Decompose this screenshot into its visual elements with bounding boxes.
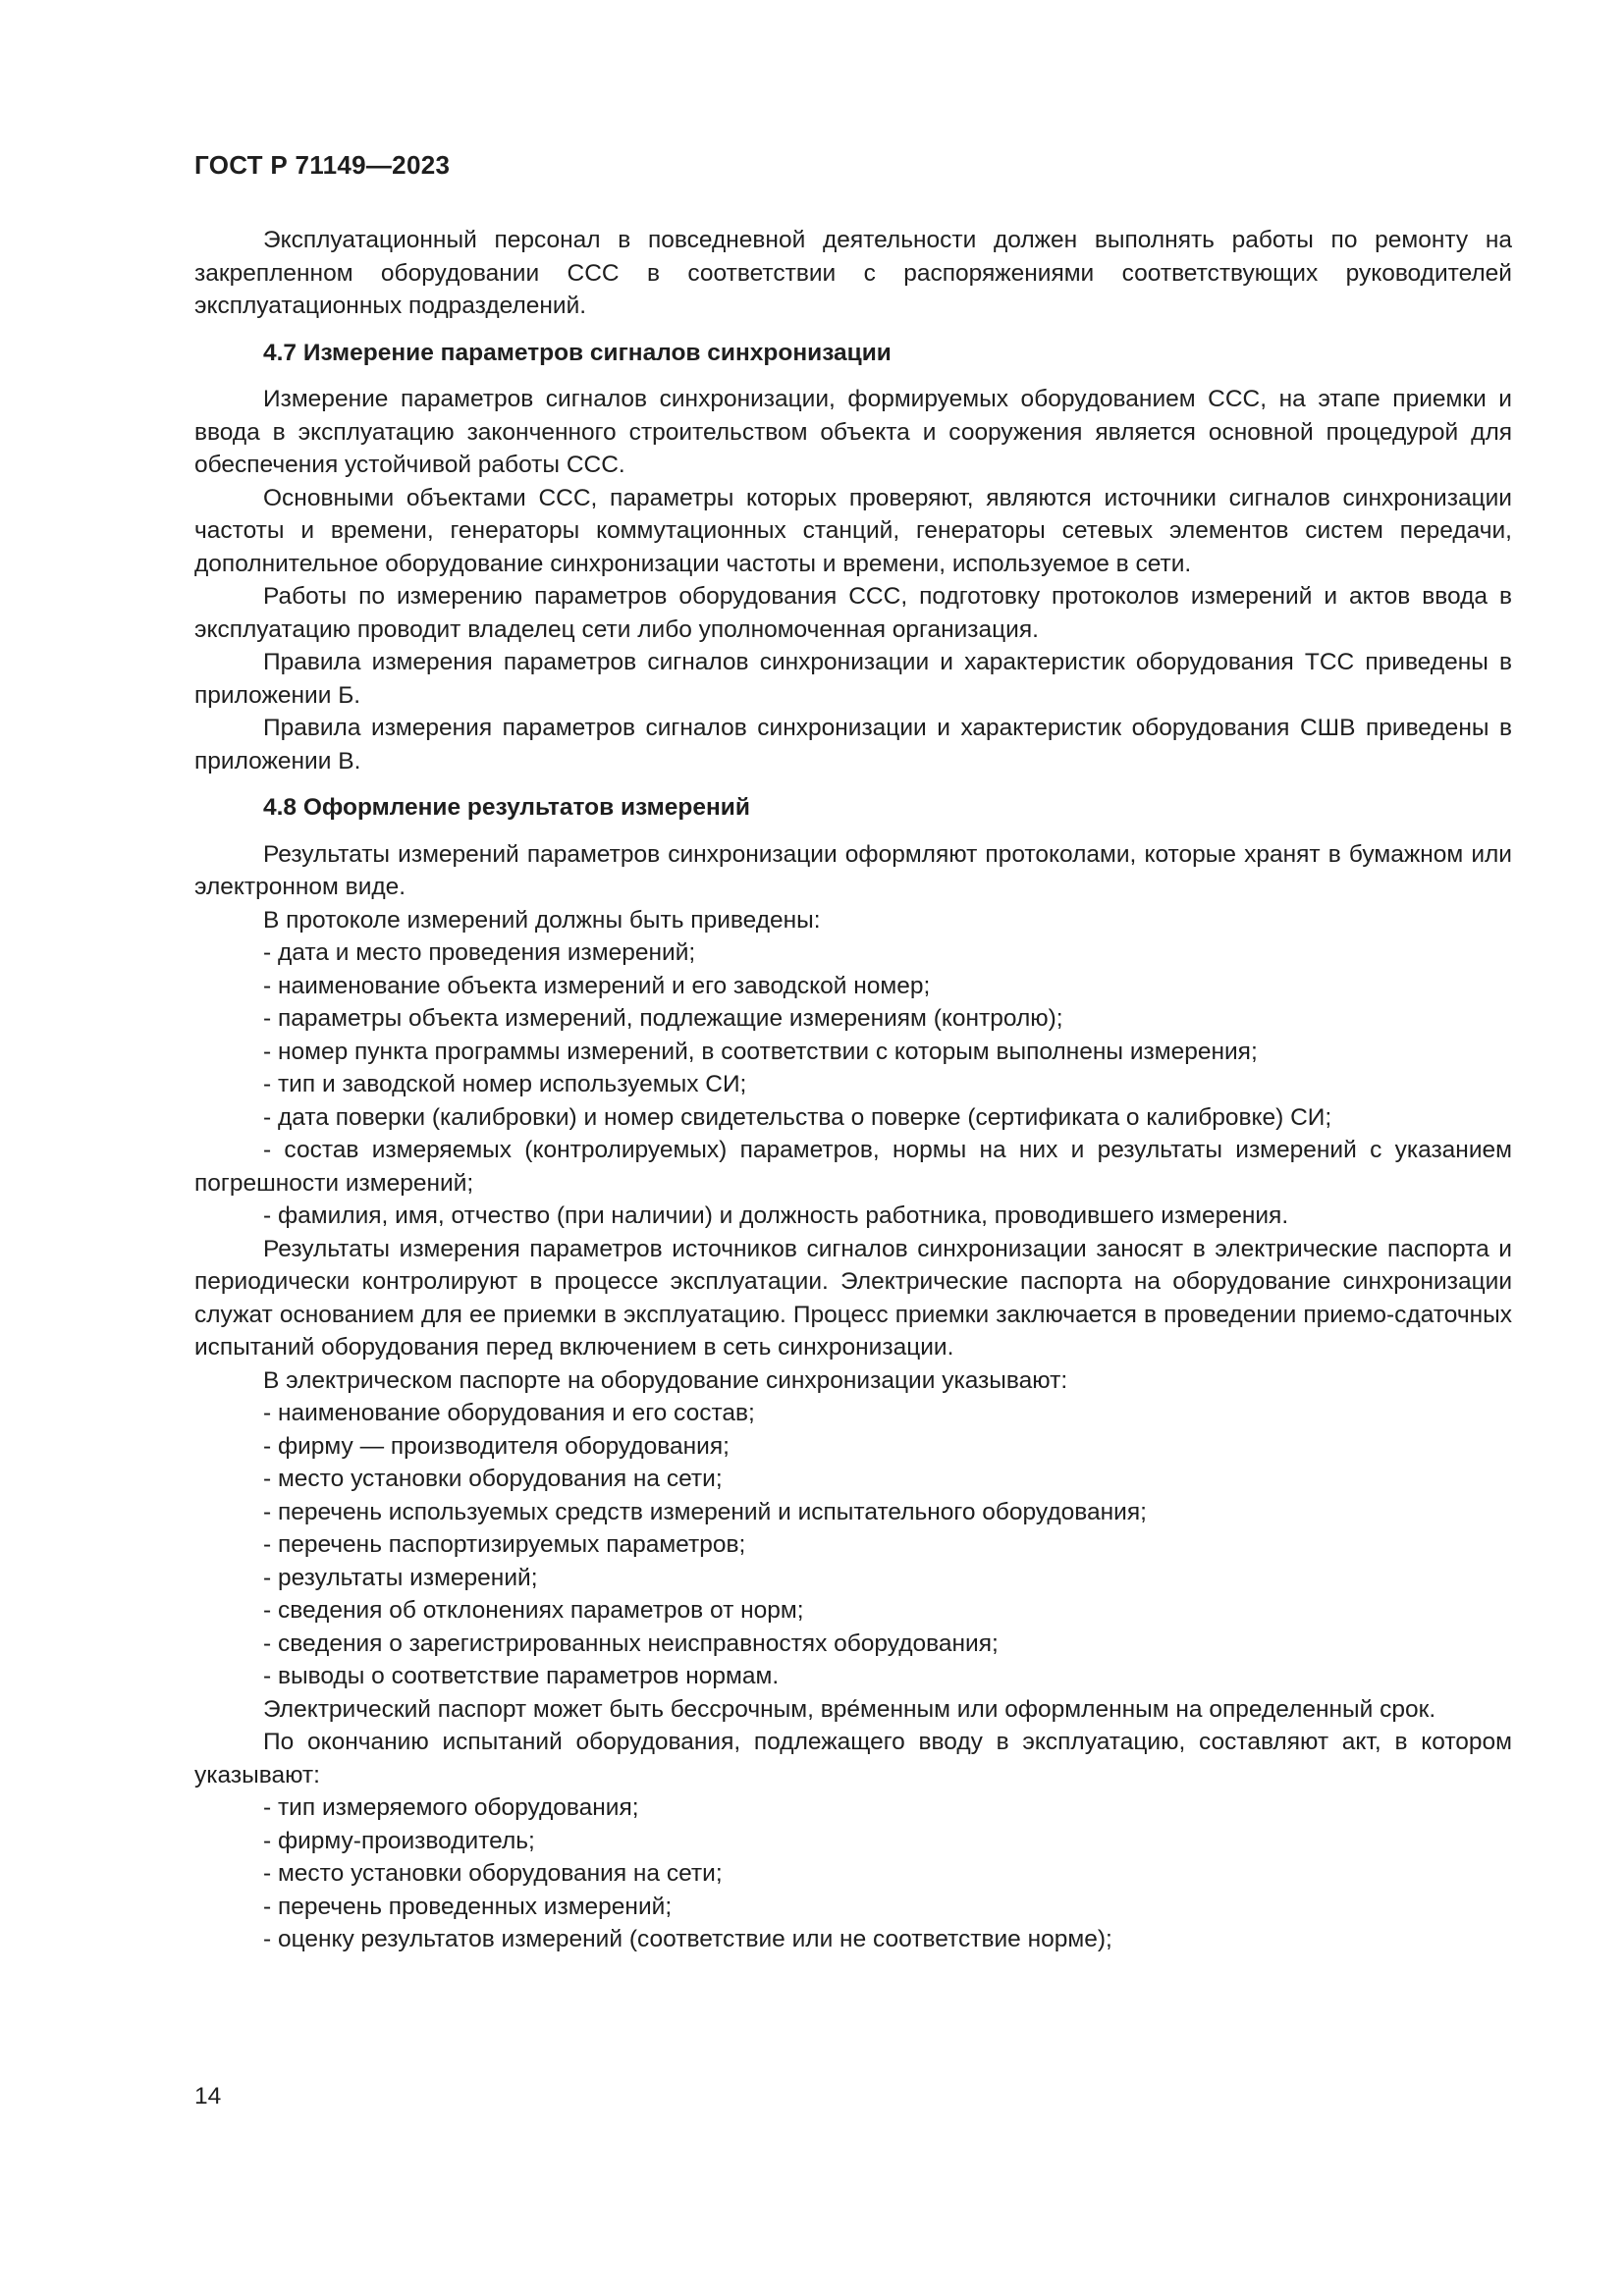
act-contents-list [194,1791,1512,1956]
paragraph: В протоколе измерений должны быть приведены: [263,906,821,934]
passport-contents-list [194,1397,1512,1693]
list-item: - дата поверки (калибровки) и номер свидетельства о поверке (сертификата о калибровке) СИ; [263,1103,1332,1131]
list-item: - номер пункта программы измерений, в соответствии с которым выполнены измерения; [263,1038,1258,1065]
section-heading-4-7: 4.7 Измерение параметров сигналов синхронизации [263,339,892,366]
list-item: - перечень используемых средств измерений и испытательного оборудования; [263,1498,1147,1525]
paragraph: Правила измерения параметров сигналов синхронизации и характеристик оборудования ТСС приведены в приложении Б. [194,649,1512,709]
document-header: ГОСТ Р 71149—2023 [194,150,451,180]
list-item: - перечень паспортизируемых параметров; [263,1531,746,1558]
list-item: - перечень проведенных измерений; [263,1893,673,1920]
section-heading-4-8: 4.8 Оформление результатов измерений [263,794,750,821]
page-number: 14 [194,2083,222,2109]
list-item: - результаты измерений; [263,1564,538,1591]
list-item: - сведения о зарегистрированных неисправностях оборудования; [263,1629,999,1657]
paragraph: Измерение параметров сигналов синхронизации, формируемых оборудованием ССС, на этапе приемки и ввода в эксплуатацию законченного строительством объекта и сооружения является основной процедурой для обеспечения устойчивой работы ССС. [194,386,1512,478]
paragraph: Работы по измерению параметров оборудования ССС, подготовку протоколов измерений и актов ввода в эксплуатацию проводит владелец сети либо уполномоченная организация. [194,583,1512,643]
list-item: - фирму — производителя оборудования; [263,1432,730,1460]
paragraph: В электрическом паспорте на оборудование синхронизации указывают: [263,1366,1068,1394]
paragraph: Электрический паспорт может быть бессрочным, вре́менным или оформленным на определенный срок. [263,1695,1436,1723]
protocol-contents-list [194,936,1512,1233]
document-body [194,224,1512,1956]
list-item: - дата и место проведения измерений; [263,939,696,966]
paragraph: По окончанию испытаний оборудования, подлежащего вводу в эксплуатацию, составляют акт, в котором указывают: [194,1729,1512,1789]
list-item: - тип измеряемого оборудования; [263,1794,639,1821]
paragraph: Результаты измерений параметров синхронизации оформляют протоколами, которые хранят в бумажном или электронном виде. [194,840,1512,900]
paragraph: Правила измерения параметров сигналов синхронизации и характеристик оборудования СШВ приведены в приложении В. [194,715,1512,774]
list-item: - место установки оборудования на сети; [263,1466,723,1492]
paragraph: Эксплуатационный персонал в повседневной деятельности должен выполнять работы по ремонту на закрепленном оборудовании ССС в соответствии с распоряжениями соответствующих руководителей эксплуатационных подразделений. [194,227,1512,319]
list-item: - фамилия, имя, отчество (при наличии) и должность работника, проводившего измерения. [263,1202,1289,1229]
list-item: - место установки оборудования на сети; [263,1860,723,1887]
list-item: - оценку результатов измерений (соответствие или не соответствие норме); [263,1926,1112,1952]
list-item: - наименование объекта измерений и его заводской номер; [263,972,931,999]
paragraph: Основными объектами ССС, параметры которых проверяют, являются источники сигналов синхронизации частоты и времени, генераторы коммутационных станций, генераторы сетевых элементов систем передачи, дополнительное оборудование синхронизации частоты и времени, используемое в сети. [194,484,1512,577]
list-item: - тип и заводской номер используемых СИ; [263,1071,747,1097]
list-item: - выводы о соответствие параметров нормам. [263,1663,780,1689]
list-item: - наименование оборудования и его состав; [263,1400,755,1426]
list-item: - параметры объекта измерений, подлежащие измерениям (контролю); [263,1005,1063,1032]
paragraph: Результаты измерения параметров источников сигналов синхронизации заносят в электрические паспорта и периодически контролируют в процессе эксплуатации. Электрические паспорта на оборудование синхронизации служат основанием для ее приемки в эксплуатацию. Процесс приемки заключается в проведении приемо-сдаточных испытаний оборудования перед включением в сеть синхронизации. [194,1235,1512,1361]
list-item: - сведения об отклонениях параметров от норм; [263,1597,804,1624]
list-item: - фирму-производитель; [263,1827,535,1854]
list-item: - состав измеряемых (контролируемых) параметров, нормы на них и результаты измерений с указанием погрешности измерений; [194,1137,1512,1197]
